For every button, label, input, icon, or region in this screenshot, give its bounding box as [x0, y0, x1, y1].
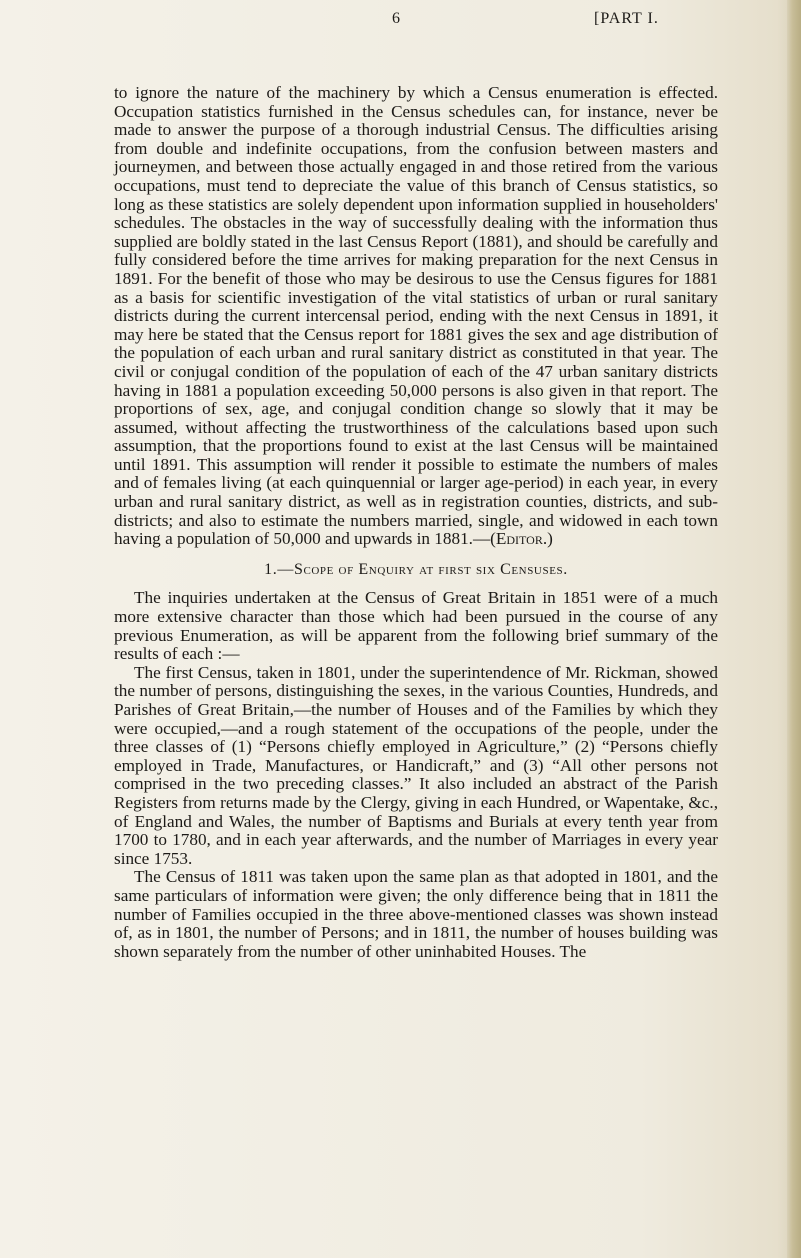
- page-number: 6: [392, 10, 400, 27]
- intro-paragraph: [114, 84, 718, 549]
- running-head: [0, 10, 801, 30]
- body-paragraph: The Census of 1811 was taken upon the same plan as that adopted in 1801, and the same particulars of information were given; the only difference being that in 1811 the number of Families occupied in the three above-mentioned classes was shown instead of, as in 1801, the number of Persons; and in 1811, the number of houses building was shown separately from the number of other uninhabited Houses. The: [114, 867, 718, 961]
- part-label: [PART I.: [594, 10, 659, 27]
- intro-text: to ignore the nature of the machinery by which a Census enumeration is effected. Occupation statistics furnished in the Census schedules can, for instance, never be made to answer the purpose of a thorough industrial Census. The difficulties arising from double and indefinite occupations, from the confusion between masters and journeymen, and between those actually engaged in and those retired from the various occupations, must tend to depreciate the value of this branch of Census statistics, so long as these statistics are solely dependent upon information supplied in householders' schedules. The obstacles in the way of successfully dealing with the information thus supplied are boldly stated in the last Census Report (1881), and should be carefully and fully considered before the time arrives for making preparation for the next Census in 1891. For the benefit of those who may be desirous to use the Census figures for 1881 as a basis for scientific investigation of the vital statistics of urban or rural sanitary districts during the current intercensal period, ending with the next Census in 1891, it may here be stated that the Census report for 1881 gives the sex and age distribution of the population of each urban and rural sanitary district as constituted in that year. The civil or conjugal condition of the population of each of the 47 urban sanitary districts having in 1881 a population exceeding 50,000 persons is also given in that report. The proportions of sex, age, and conjugal condition change so slowly that it may be assumed, without affecting the trustworthiness of the calculations based upon such assumption, that the proportions found to exist at the last Census will be maintained until 1891. This assumption will render it possible to estimate the numbers of males and of females living (at each quinquennial or larger age-period) in each year, in every urban and rural sanitary district, as well as in registration counties, districts, and sub-districts; and also to estimate the numbers married, single, and widowed in each town having a population of 50,000 and upwards in 1881.—: [114, 83, 718, 549]
- editor-note: (Editor.): [490, 529, 553, 549]
- body-paragraph: The inquiries undertaken at the Census of Great Britain in 1851 were of a much more extensive character than those which had been pursued in the course of any previous Enumeration, as will be apparent from the following brief summary of the results of each :—: [114, 588, 718, 664]
- page-edge: [787, 0, 801, 1258]
- body-text: [114, 84, 718, 961]
- section-heading: 1.—Scope of Enquiry at first six Censuses.: [264, 560, 568, 578]
- body-paragraph: The first Census, taken in 1801, under the superintendence of Mr. Rickman, showed the number of persons, distinguishing the sexes, in the various Counties, Hundreds, and Parishes of Great Britain,—the number of Houses and of the Families by which they were occupied,—and a rough statement of the occupations of the people, under the three classes of (1) “Persons chiefly employed in Agriculture,” (2) “Persons chiefly employed in Trade, Manufactures, or Handicraft,” and (3) “All other persons not comprised in the two preceding classes.” It also included an abstract of the Parish Registers from returns made by the Clergy, giving in each Hundred, or Wapentake, &c., of England and Wales, the number of Baptisms and Burials at every tenth year from 1700 to 1780, and in each year afterwards, and the number of Marriages in every year since 1753.: [114, 662, 718, 868]
